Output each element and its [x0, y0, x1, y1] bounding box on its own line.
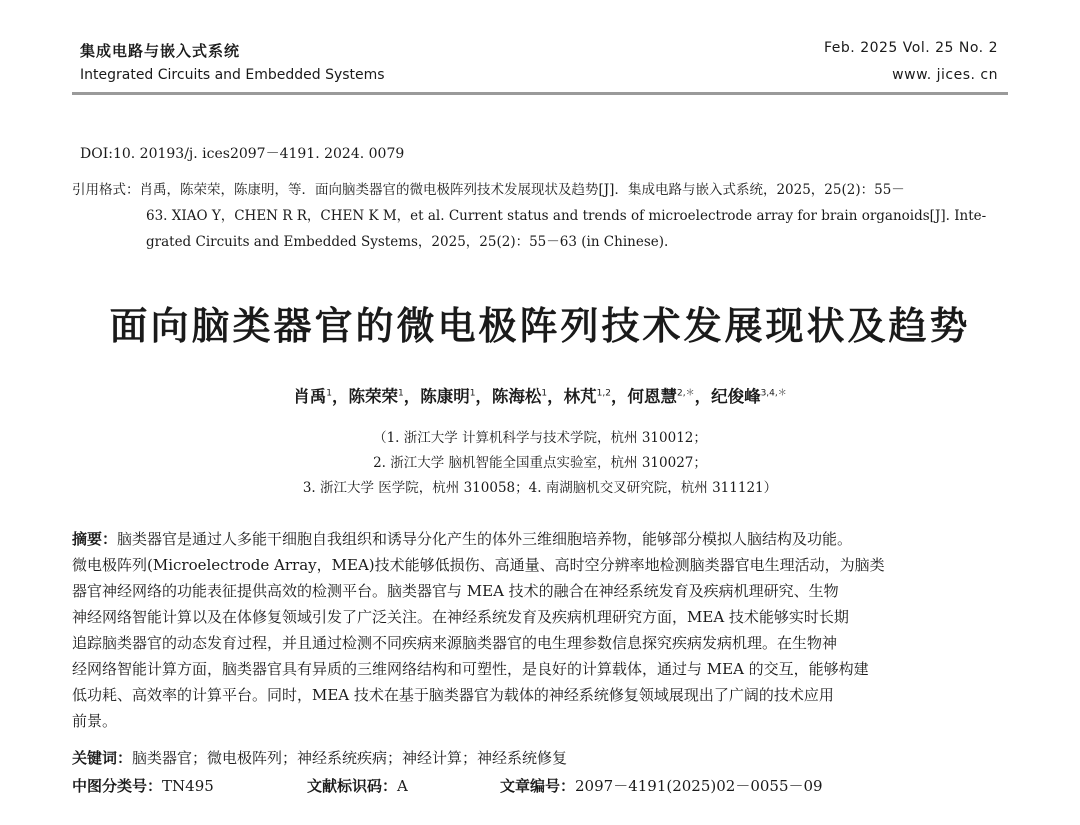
doi: DOI:10. 20193/j. ices2097－4191. 2024. 0079: [80, 146, 405, 162]
affiliation-line: 3. 浙江大学 医学院，杭州 310058；4. 南湖脑机交叉研究院，杭州 311121）: [302, 480, 778, 496]
author-affiliation-mark: 1: [469, 388, 476, 399]
author-separator: ，: [475, 387, 492, 406]
author-separator: ，: [403, 387, 421, 406]
article-number-value: 2097－4191(2025)02－0055－09: [575, 777, 823, 795]
abstract-line: 经网络智能计算方面，脑类器官具有异质的三维网络结构和可塑性，是良好的计算载体，通过与 MEA 的交互，能够构建: [72, 660, 869, 678]
clc-number: [72, 775, 214, 796]
author-affiliation-mark: 1: [326, 388, 332, 399]
header-rule: [72, 92, 1008, 95]
author-name: 陈康明: [420, 387, 470, 406]
author-affiliation-mark: 1,2: [596, 388, 611, 399]
doc-code-value: A: [397, 777, 408, 795]
document-code: [307, 775, 408, 796]
author-affiliation-mark: 3,4,＊: [760, 388, 787, 399]
abstract-line: [72, 528, 852, 549]
abstract-label: 摘要：: [72, 530, 118, 548]
author-separator: ，: [547, 387, 564, 406]
author-separator: ，: [694, 387, 712, 406]
abstract-line: 器官神经网络的功能表征提供高效的检测平台。脑类器官与 MEA 技术的融合在神经系统发育及疾病机理研究、生物: [72, 582, 839, 600]
article-number-label: 文章编号：: [500, 777, 576, 795]
journal-name-en: Integrated Circuits and Embedded Systems: [80, 67, 385, 83]
citation-line: 引用格式：肖禹，陈荣荣，陈康明，等．面向脑类器官的微电极阵列技术发展现状及趋势[J]．集成电路与嵌入式系统，2025，25(2)：55－: [72, 182, 905, 198]
affiliation-line: （1. 浙江大学 计算机科学与技术学院，杭州 310012；: [373, 430, 707, 446]
clc-label: 中图分类号：: [72, 777, 163, 795]
abstract-line: 微电极阵列(Microelectrode Array，MEA)技术能够低损伤、高通量、高时空分辨率地检测脑类器官电生理活动，为脑类: [72, 556, 885, 574]
author-name: 何恩慧: [627, 387, 677, 406]
author-separator: ，: [610, 387, 628, 406]
citation-line: 63. XIAO Y，CHEN R R，CHEN K M，et al. Current status and trends of microelectrode array for brain organoids[J]. Inte-: [146, 208, 987, 224]
journal-name-cn: 集成电路与嵌入式系统: [80, 42, 241, 60]
author-affiliation-mark: 2,＊: [676, 388, 695, 399]
keywords-row: [72, 747, 567, 768]
abstract-line: 前景。: [72, 712, 118, 730]
abstract-text: 脑类器官是通过人多能干细胞自我组织和诱导分化产生的体外三维细胞培养物，能够部分模拟人脑结构及功能。: [117, 530, 853, 548]
citation-line: grated Circuits and Embedded Systems，2025，25(2)：55－63 (in Chinese).: [146, 234, 669, 250]
author-separator: ，: [331, 387, 349, 406]
abstract-line: 追踪脑类器官的动态发育过程，并且通过检测不同疾病来源脑类器官的电生理参数信息探究疾病发病机理。在生物神: [72, 634, 838, 652]
author-affiliation-mark: 1: [541, 388, 548, 399]
keywords-label: 关键词：: [72, 749, 133, 767]
abstract-line: 神经网络智能计算以及在体修复领域引发了广泛关注。在神经系统发育及疾病机理研究方面，MEA 技术能够实时长期: [72, 608, 849, 626]
author-name: 纪俊峰: [711, 387, 761, 406]
clc-value: TN495: [162, 777, 214, 795]
issue-info: Feb. 2025 Vol. 25 No. 2: [824, 40, 998, 56]
paper-title: 面向脑类器官的微电极阵列技术发展现状及趋势: [109, 304, 971, 348]
journal-website: www. jices. cn: [892, 67, 998, 83]
author-name: 陈荣荣: [348, 387, 398, 406]
affiliation-line: 2. 浙江大学 脑机智能全国重点实验室，杭州 310027；: [373, 455, 707, 471]
keywords-text: 脑类器官；微电极阵列；神经系统疾病；神经计算；神经系统修复: [132, 749, 568, 767]
author-name: 肖禹: [293, 387, 327, 406]
author-affiliation-mark: 1: [397, 388, 404, 399]
article-number: [500, 775, 823, 796]
abstract-line: 低功耗、高效率的计算平台。同时，MEA 技术在基于脑类器官为载体的神经系统修复领域展现出了广阔的技术应用: [72, 686, 834, 704]
author-name: 陈海松: [491, 387, 542, 406]
author-name: 林芃: [563, 387, 597, 406]
doc-code-label: 文献标识码：: [307, 777, 398, 795]
author-list: [0, 383, 1080, 407]
